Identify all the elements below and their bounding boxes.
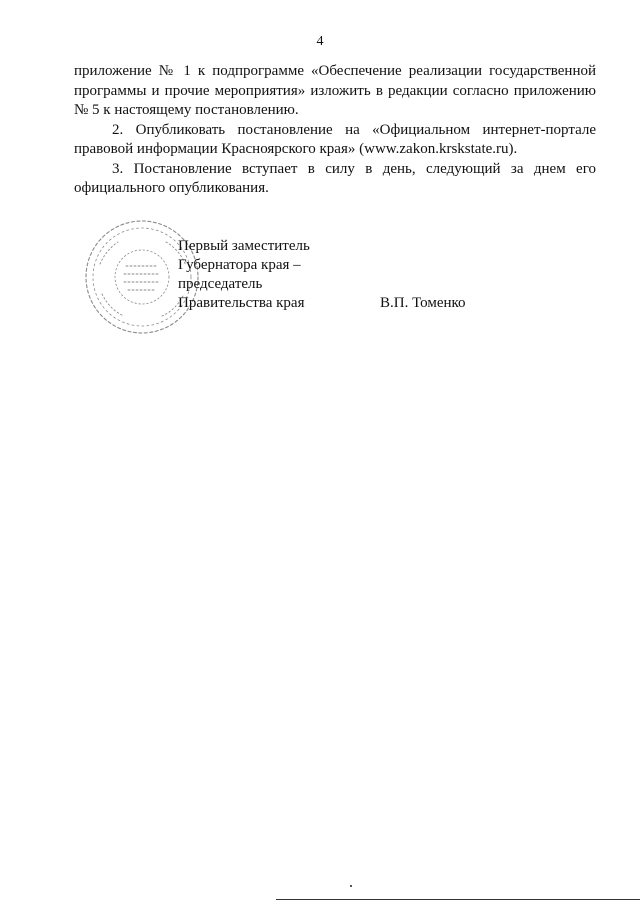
page-number: 4 <box>316 34 324 49</box>
signature-position-block <box>178 237 310 313</box>
signature-position-line-1: Первый заместитель <box>178 238 310 254</box>
signer-name: В.П. Томенко <box>380 295 466 311</box>
bottom-border-line <box>276 899 640 900</box>
document-body <box>74 62 596 199</box>
signature-position-line-3: председатель <box>178 276 263 292</box>
paragraph-effective-date: 3. Постановление вступает в силу в день, следующий за днем его официального опубликования. <box>74 160 596 196</box>
paragraph-continuation: приложение № 1 к подпрограмме «Обеспечение реализации государственной программы и прочие мероприятия» изложить в редакции согласно приложению № 5 к настоящему постановлению. <box>74 63 596 118</box>
signature-position-line-4: Правительства края <box>178 295 305 311</box>
scan-mark <box>350 885 352 887</box>
paragraph-publication: 2. Опубликовать постановление на «Официальном интернет-портале правовой информации Красноярского края» (www.zakon.krskstate.ru). <box>74 121 596 157</box>
signature-position-line-2: Губернатора края – <box>178 257 301 273</box>
